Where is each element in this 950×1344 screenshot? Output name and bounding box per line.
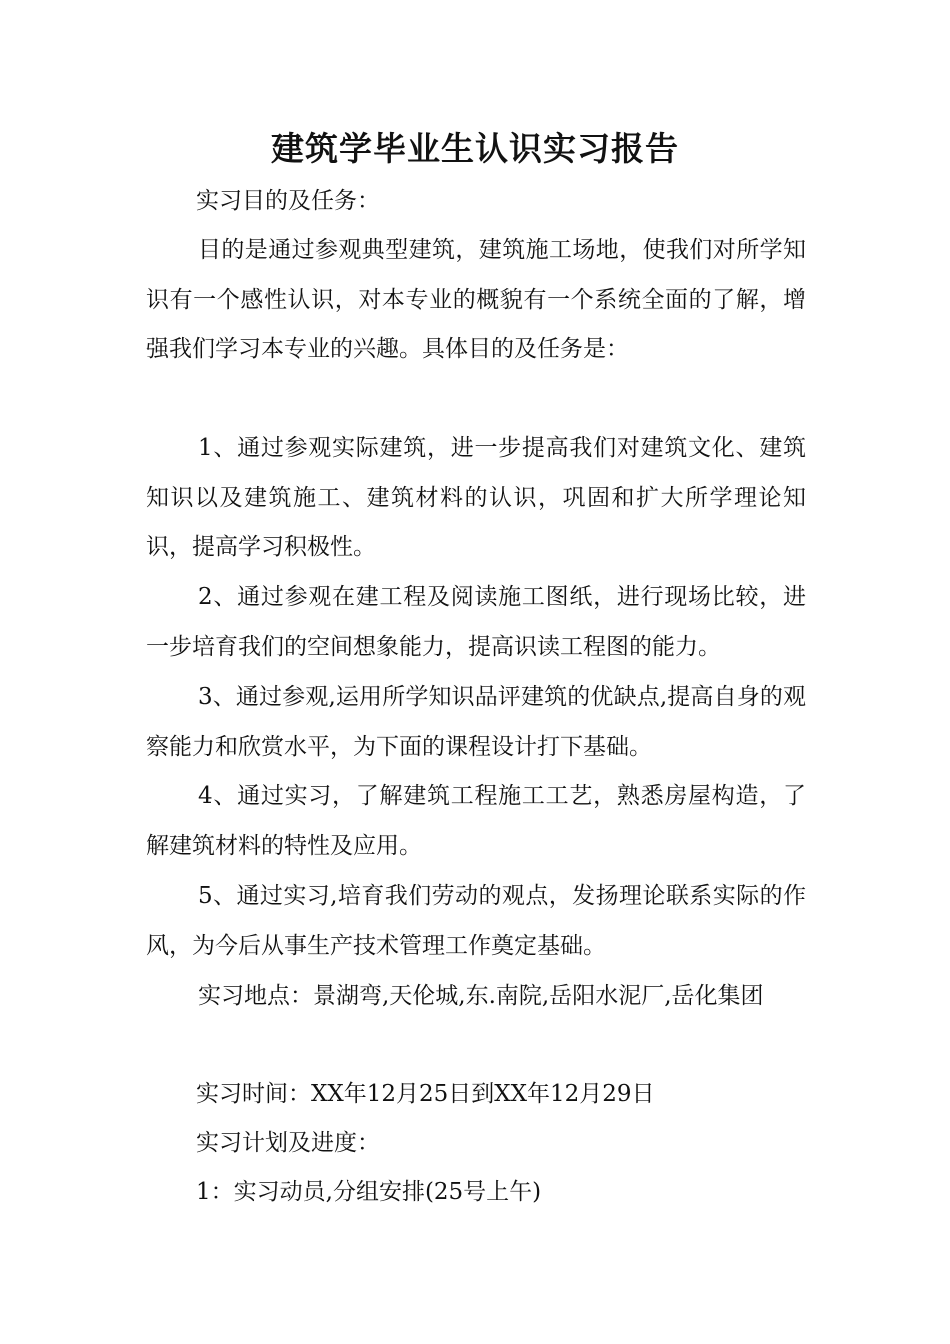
document-title: 建筑学毕业生认识实习报告 [271, 129, 679, 168]
plan-item-1: 1：实习动员,分组安排(25号上午) [196, 1179, 542, 1205]
task-item-2: 2、通过参观在建工程及阅读施工图纸，进行现场比较，进一步培育我们的空间想象能力，提高识读工程图的能力。 [146, 584, 806, 660]
task-item-1: 1、通过参观实际建筑，进一步提高我们对建筑文化、建筑知识以及建筑施工、建筑材料的认识，巩固和扩大所学理论知识，提高学习积极性。 [146, 435, 806, 560]
task-item-3: 3、通过参观,运用所学知识品评建筑的优缺点,提高自身的观察能力和欣赏水平，为下面的课程设计打下基础。 [146, 684, 806, 760]
time-line: 实习时间：XX年12月25日到XX年12月29日 [196, 1081, 655, 1107]
intro-paragraph: 目的是通过参观典型建筑，建筑施工场地，使我们对所学知识有一个感性认识，对本专业的概貌有一个系统全面的了解，增强我们学习本专业的兴趣。具体目的及任务是： [146, 237, 806, 362]
task-item-4: 4、通过实习，了解建筑工程施工工艺，熟悉房屋构造，了解建筑材料的特性及应用。 [146, 783, 806, 859]
plan-heading: 实习计划及进度： [196, 1130, 380, 1156]
purpose-heading: 实习目的及任务： [196, 188, 380, 214]
location-paragraph: 实习地点：景湖弯,天伦城,东.南院,岳阳水泥厂,岳化集团 [198, 983, 764, 1009]
task-item-5: 5、通过实习,培育我们劳动的观点，发扬理论联系实际的作风，为今后从事生产技术管理工作奠定基础。 [146, 883, 806, 959]
